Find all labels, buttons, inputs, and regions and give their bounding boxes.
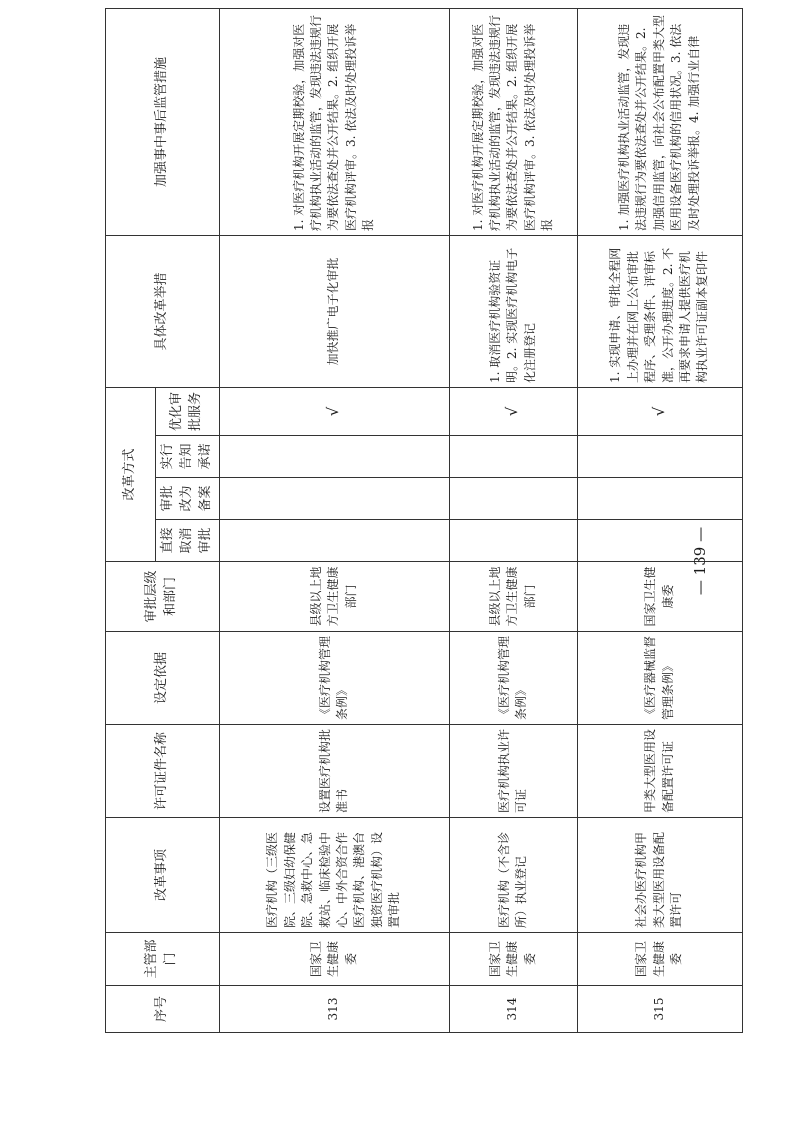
cell-basis: 《医疗机构管理条例》 xyxy=(449,632,577,725)
page-number: — 139 — xyxy=(691,526,709,596)
header-measures: 具体改革举措 xyxy=(106,235,220,387)
cell-mode-filing xyxy=(449,478,577,520)
header-mode-optimize: 优化审批服务 xyxy=(156,387,220,435)
cell-dept: 国家卫生健康委 xyxy=(449,933,577,986)
cell-dept: 国家卫生健康委 xyxy=(577,933,742,986)
cell-license: 甲类大型医用设备配置许可证 xyxy=(577,725,742,818)
cell-mode-cancel xyxy=(577,520,742,562)
cell-mode-filing xyxy=(577,478,742,520)
cell-supervision: 1. 加强医疗机构执业活动监管，发现违法违规行为要依法查处并公开结果。2. 加强信用监管，向社会公布配置甲类大型医用设备医疗机构的信用状况。3. 依法及时处理投诉举报。4. 加强行业自律 xyxy=(577,8,742,235)
cell-measures: 1. 取消医疗机构验资证明。2. 实现医疗机构电子化注册登记 xyxy=(449,235,577,387)
check-mark-optimize: √ xyxy=(449,387,577,435)
cell-level: 县级以上地方卫生健康部门 xyxy=(219,562,449,632)
check-mark-optimize: √ xyxy=(577,387,742,435)
cell-item: 医疗机构（三级医院、三级妇幼保健院、急救中心、急救站、临床检验中心、中外合资合作医疗机构、港澳台独资医疗机构）设置审批 xyxy=(219,818,449,933)
check-mark-optimize: √ xyxy=(219,387,449,435)
header-item: 改革事项 xyxy=(106,818,220,933)
cell-basis: 《医疗机构管理条例》 xyxy=(219,632,449,725)
cell-mode-cancel xyxy=(449,520,577,562)
header-row-1 xyxy=(106,8,156,1032)
cell-level: 国家卫生健康委 xyxy=(577,562,742,632)
cell-item: 社会办医疗机构甲类大型医用设备配置许可 xyxy=(577,818,742,933)
cell-supervision: 1. 对医疗机构开展定期校验，加强对医疗机构执业活动的监管，发现违法违规行为要依法查处并公开结果。2. 组织开展医疗机构评审。3. 依法及时处理投诉举报 xyxy=(219,8,449,235)
header-mode-cancel: 直接取消审批 xyxy=(156,520,220,562)
header-mode-filing: 审批改为备案 xyxy=(156,478,220,520)
cell-mode-notify xyxy=(219,436,449,478)
header-seq: 序号 xyxy=(106,986,220,1033)
header-dept: 主管部门 xyxy=(106,933,220,986)
header-level: 审批层级和部门 xyxy=(106,562,220,632)
cell-measures: 1. 实现申请、审批全程网上办理并在网上公布审批程序、受理条件、评审标准，公开办理进度。2. 不再要求申请人提供医疗机构执业许可证副本复印件 xyxy=(577,235,742,387)
header-supervision: 加强事中事后监管措施 xyxy=(106,8,220,235)
table-row xyxy=(577,8,742,1032)
cell-license: 设置医疗机构批准书 xyxy=(219,725,449,818)
cell-supervision: 1. 对医疗机构开展定期校验，加强对医疗机构执业活动的监管，发现违法违规行为要依法查处并公开结果。2. 组织开展医疗机构评审。3. 依法及时处理投诉举报 xyxy=(449,8,577,235)
reform-items-table xyxy=(105,8,743,1033)
cell-mode-cancel xyxy=(219,520,449,562)
header-mode-notify: 实行告知承诺 xyxy=(156,436,220,478)
table-row xyxy=(449,8,577,1032)
cell-seq: 313 xyxy=(219,986,449,1033)
cell-measures: 加快推广电子化审批 xyxy=(219,235,449,387)
cell-mode-notify xyxy=(449,436,577,478)
cell-mode-filing xyxy=(219,478,449,520)
header-reform-mode: 改革方式 xyxy=(106,387,156,561)
table-row xyxy=(219,8,449,1032)
rotated-table-container xyxy=(105,9,722,1033)
cell-item: 医疗机构（不含诊所）执业登记 xyxy=(449,818,577,933)
cell-basis: 《医疗器械监督管理条例》 xyxy=(577,632,742,725)
cell-mode-notify xyxy=(577,436,742,478)
header-basis: 设定依据 xyxy=(106,632,220,725)
header-license: 许可证件名称 xyxy=(106,725,220,818)
cell-seq: 315 xyxy=(577,986,742,1033)
cell-seq: 314 xyxy=(449,986,577,1033)
cell-license: 医疗机构执业许可证 xyxy=(449,725,577,818)
cell-dept: 国家卫生健康委 xyxy=(219,933,449,986)
cell-level: 县级以上地方卫生健康部门 xyxy=(449,562,577,632)
